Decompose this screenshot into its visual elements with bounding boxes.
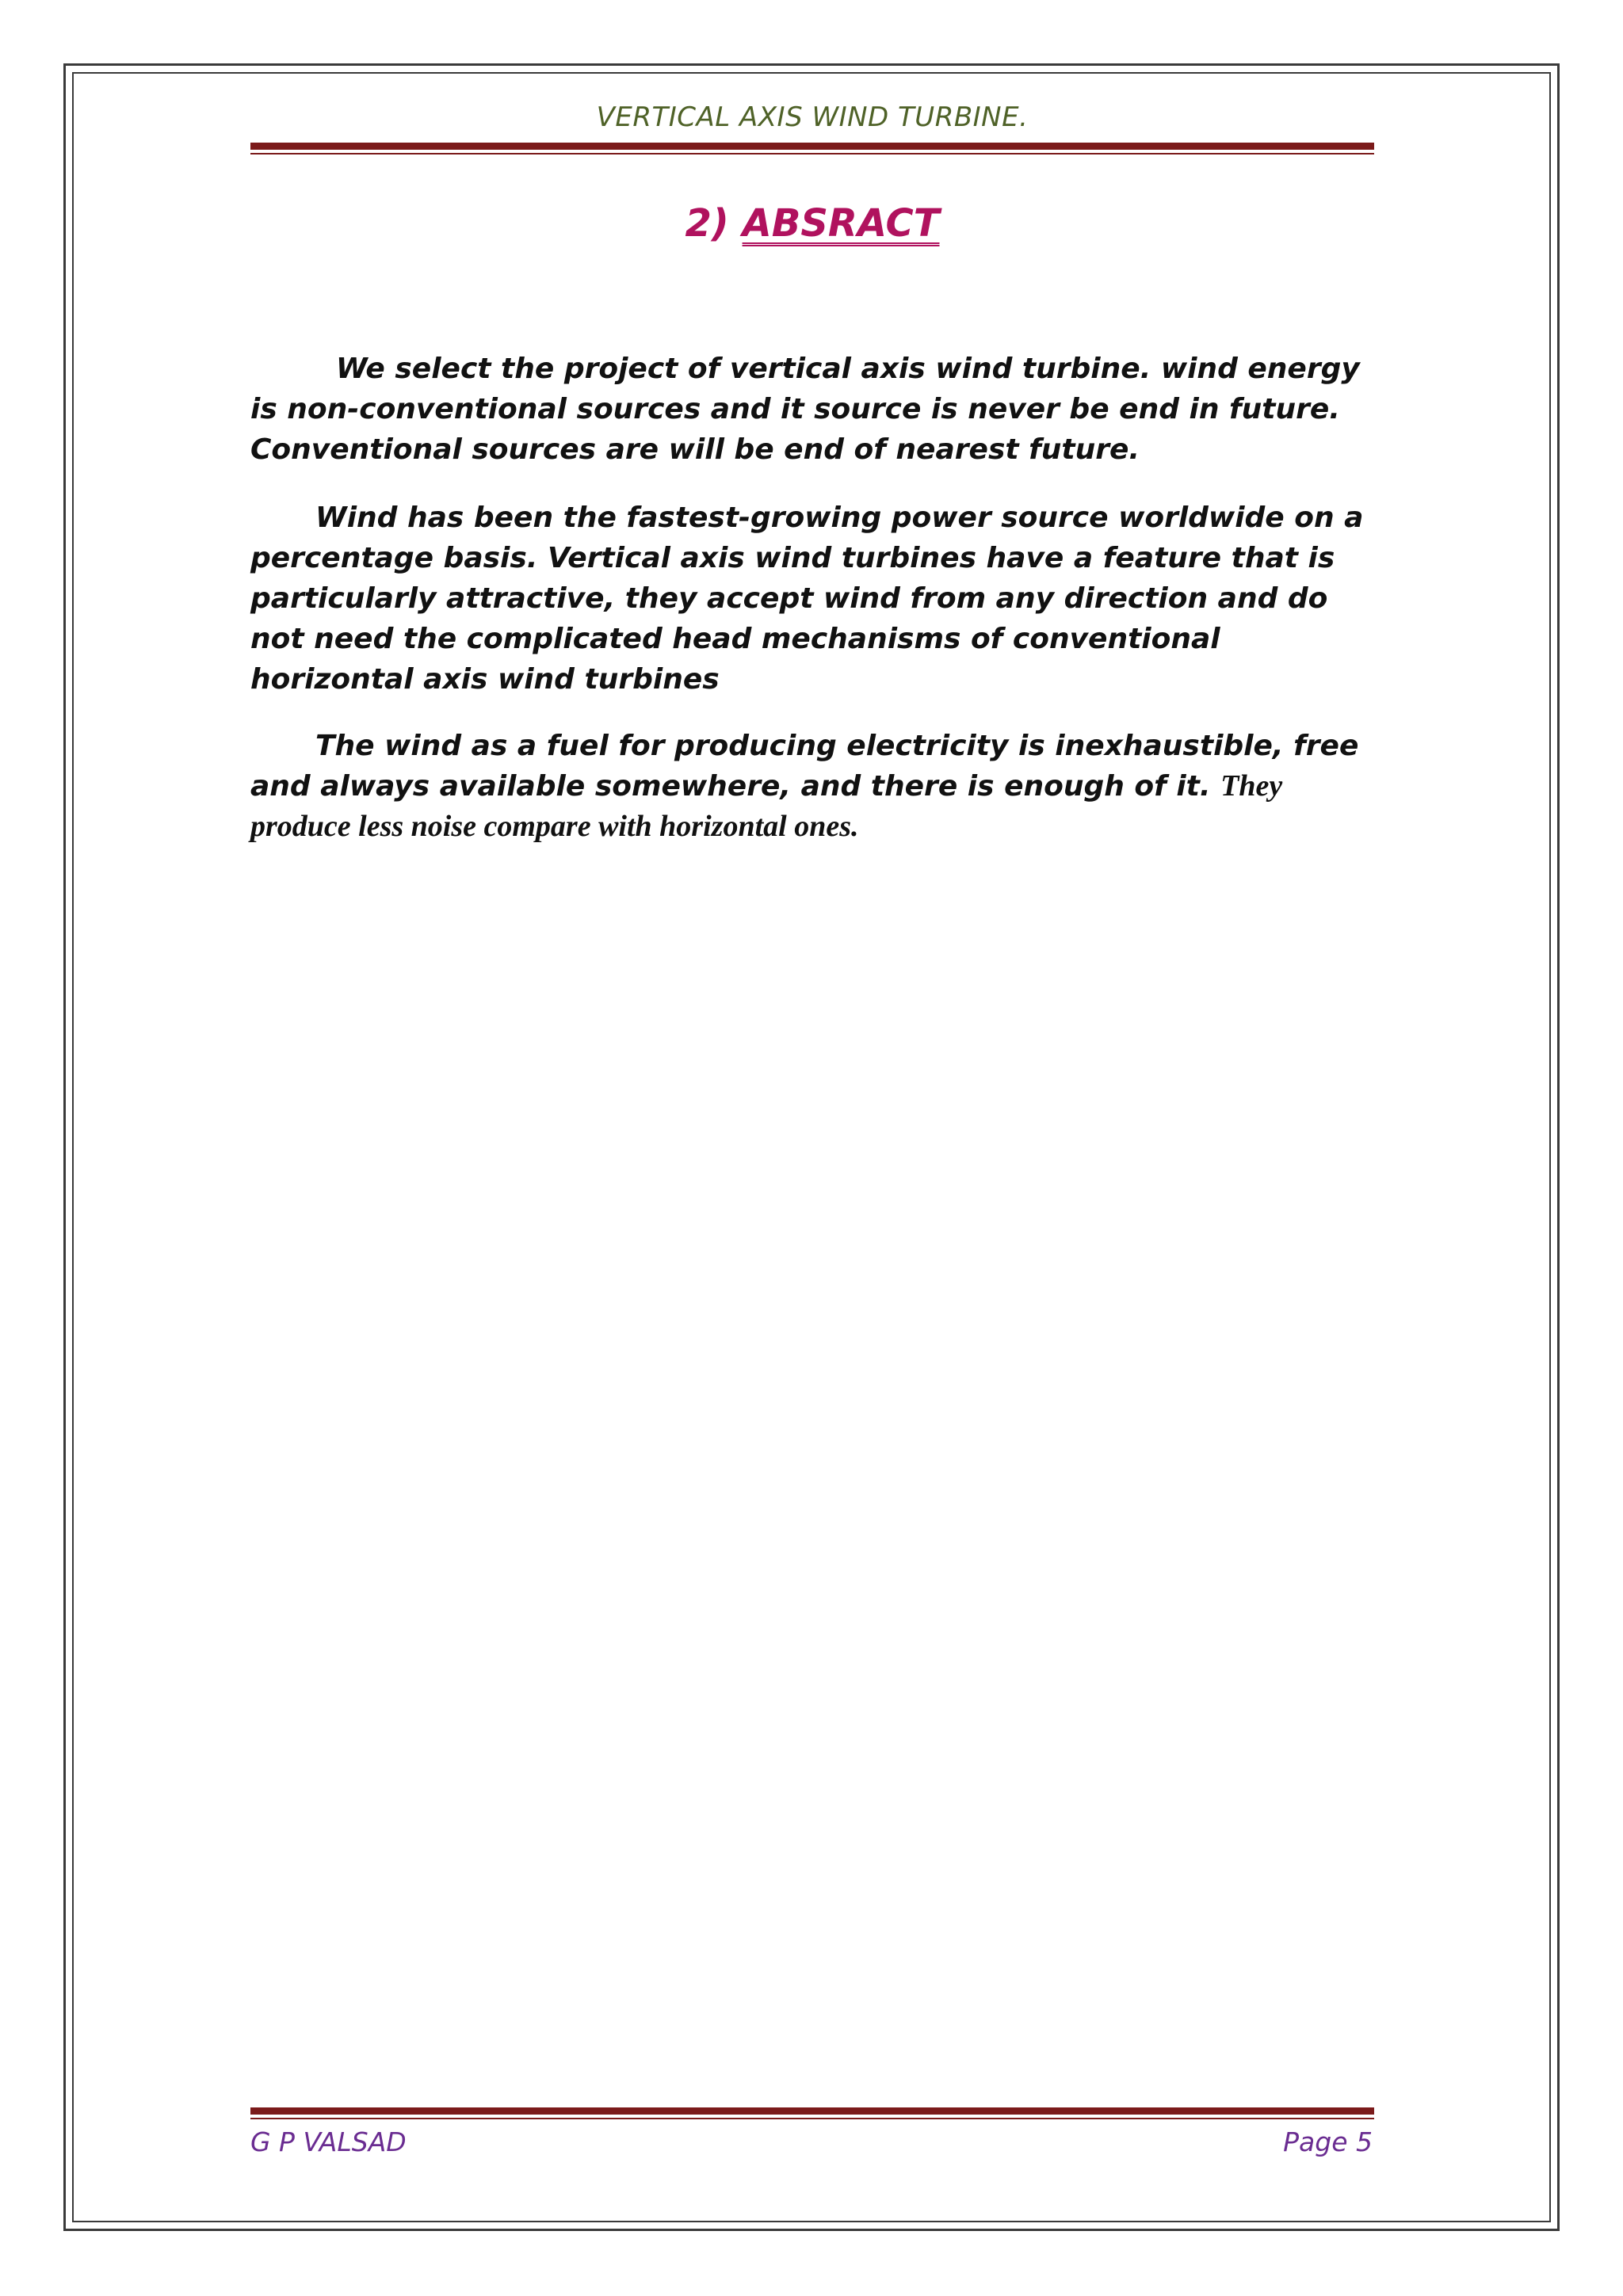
paragraph-3-tail: They produce less noise compare with horizontal ones. <box>250 769 1283 843</box>
header-rule-thick <box>250 143 1374 150</box>
running-header: VERTICAL AXIS WIND TURBINE. <box>596 101 1029 133</box>
footer-rule-thin <box>250 2118 1374 2119</box>
paragraph-2: Wind has been the fastest-growing power source worldwide on a percentage basis. Vertical axis wind turbines have a feature that is particularly attractive, they accept wind from any direction and do not need the complicated head mechanisms of conventional horizontal axis wind turbines <box>250 502 1364 696</box>
paragraph-1: We select the project of vertical axis wind turbine. wind energy is non-conventional sources and it source is never be end in future. Conventional sources are will be end of nearest future. <box>250 353 1360 466</box>
section-title <box>250 201 1374 246</box>
footer-author: G P VALSAD <box>250 2126 407 2157</box>
header-rule-thin <box>250 153 1374 154</box>
paragraph-3-main: The wind as a fuel for producing electricity is inexhaustible, free and always available somewhere, and there is enough of it. <box>250 730 1359 803</box>
footer-page-number: Page 5 <box>1283 2126 1373 2157</box>
footer-rule-thick <box>250 2107 1374 2115</box>
section-title-text: ABSRACT <box>742 201 940 246</box>
section-number: 2) <box>685 201 729 246</box>
paragraph-3 <box>250 726 1374 847</box>
